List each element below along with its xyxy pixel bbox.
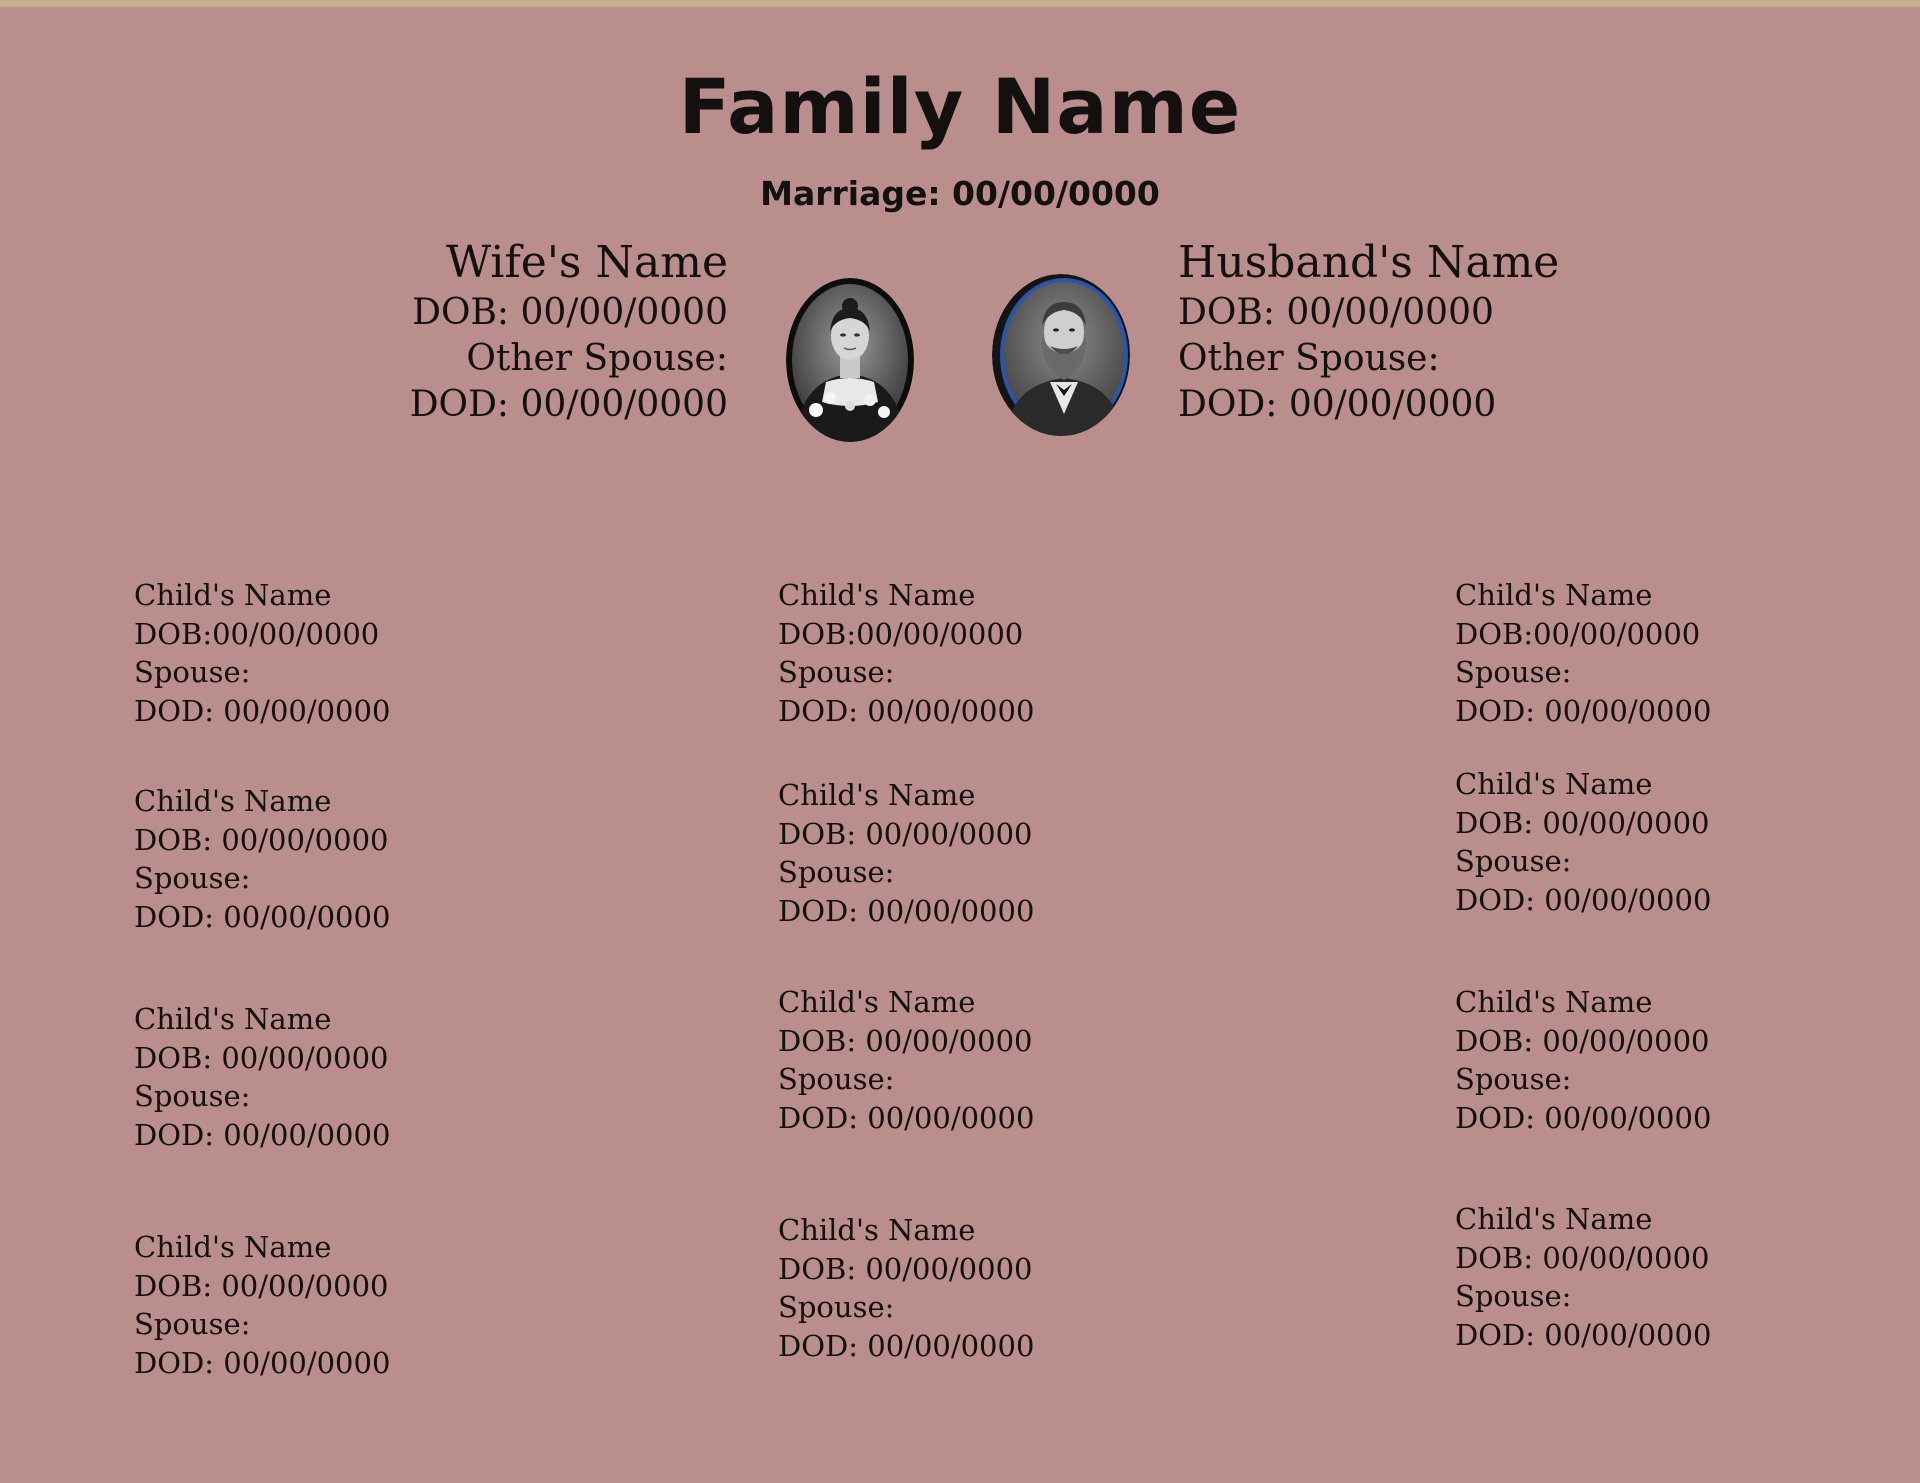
husband-other-spouse: Other Spouse: — [1178, 338, 1440, 379]
husband-dob: DOB: 00/00/0000 — [1178, 292, 1494, 333]
child-spouse: Spouse: — [778, 655, 895, 689]
child-name: Child's Name — [134, 784, 332, 818]
husband-info — [1178, 236, 1618, 428]
child-entry — [778, 983, 1034, 1137]
child-entry — [778, 576, 1034, 730]
child-dob: DOB: 00/00/0000 — [778, 1023, 1033, 1058]
child-dob: DOB: 00/00/0000 — [778, 816, 1033, 851]
child-dob: DOB: 00/00/0000 — [778, 1251, 1033, 1286]
child-spouse: Spouse: — [1455, 1062, 1572, 1096]
child-name: Child's Name — [1455, 578, 1653, 612]
child-spouse: Spouse: — [134, 1307, 251, 1341]
child-entry — [778, 1211, 1034, 1365]
husband-dod: DOD: 00/00/0000 — [1178, 384, 1497, 425]
child-dod: DOD: 00/00/0000 — [134, 899, 391, 934]
child-entry — [1455, 983, 1711, 1137]
woman-portrait-icon — [786, 278, 914, 442]
child-name: Child's Name — [1455, 1202, 1653, 1236]
child-name: Child's Name — [778, 1213, 976, 1247]
wife-dob: DOB: 00/00/0000 — [412, 292, 728, 333]
child-name: Child's Name — [778, 778, 976, 812]
child-entry — [778, 776, 1034, 930]
child-spouse: Spouse: — [134, 655, 251, 689]
child-dob: DOB: 00/00/0000 — [134, 1040, 389, 1075]
child-dod: DOD: 00/00/0000 — [778, 693, 1035, 728]
child-spouse: Spouse: — [778, 855, 895, 889]
child-dob: DOB: 00/00/0000 — [134, 1268, 389, 1303]
child-dod: DOD: 00/00/0000 — [1455, 1317, 1712, 1352]
child-entry — [1455, 576, 1711, 730]
marriage-date: Marriage: 00/00/0000 — [760, 174, 1160, 213]
wife-dod: DOD: 00/00/0000 — [409, 384, 728, 425]
child-entry — [134, 576, 390, 730]
child-name: Child's Name — [134, 578, 332, 612]
child-name: Child's Name — [134, 1230, 332, 1264]
child-dob: DOB:00/00/0000 — [778, 616, 1024, 651]
child-entry — [134, 1000, 390, 1154]
child-spouse: Spouse: — [778, 1290, 895, 1324]
child-name: Child's Name — [778, 985, 976, 1019]
child-spouse: Spouse: — [134, 861, 251, 895]
wife-name: Wife's Name — [445, 237, 728, 288]
child-name: Child's Name — [778, 578, 976, 612]
top-border-strip — [0, 0, 1920, 7]
husband-name: Husband's Name — [1178, 237, 1560, 288]
child-dob: DOB: 00/00/0000 — [1455, 1240, 1710, 1275]
child-dod: DOD: 00/00/0000 — [134, 693, 391, 728]
child-dob: DOB:00/00/0000 — [1455, 616, 1701, 651]
child-entry — [134, 782, 390, 936]
child-name: Child's Name — [134, 1002, 332, 1036]
child-spouse: Spouse: — [1455, 844, 1572, 878]
man-portrait-icon — [992, 274, 1130, 436]
family-title: Family Name — [678, 62, 1242, 151]
child-dod: DOD: 00/00/0000 — [778, 1328, 1035, 1363]
child-entry — [134, 1228, 390, 1382]
child-dod: DOD: 00/00/0000 — [134, 1345, 391, 1380]
child-dod: DOD: 00/00/0000 — [1455, 693, 1712, 728]
child-dob: DOB:00/00/0000 — [134, 616, 380, 651]
child-spouse: Spouse: — [1455, 655, 1572, 689]
child-dod: DOD: 00/00/0000 — [778, 1100, 1035, 1135]
child-entry — [1455, 1200, 1711, 1354]
wife-info — [300, 236, 728, 428]
child-name: Child's Name — [1455, 985, 1653, 1019]
child-spouse: Spouse: — [1455, 1279, 1572, 1313]
child-spouse: Spouse: — [778, 1062, 895, 1096]
wife-other-spouse: Other Spouse: — [466, 338, 728, 379]
child-dod: DOD: 00/00/0000 — [1455, 882, 1712, 917]
child-spouse: Spouse: — [134, 1079, 251, 1113]
child-dob: DOB: 00/00/0000 — [134, 822, 389, 857]
child-dob: DOB: 00/00/0000 — [1455, 805, 1710, 840]
child-dod: DOD: 00/00/0000 — [1455, 1100, 1712, 1135]
child-dod: DOD: 00/00/0000 — [778, 893, 1035, 928]
child-dod: DOD: 00/00/0000 — [134, 1117, 391, 1152]
child-name: Child's Name — [1455, 767, 1653, 801]
child-entry — [1455, 765, 1711, 919]
child-dob: DOB: 00/00/0000 — [1455, 1023, 1710, 1058]
